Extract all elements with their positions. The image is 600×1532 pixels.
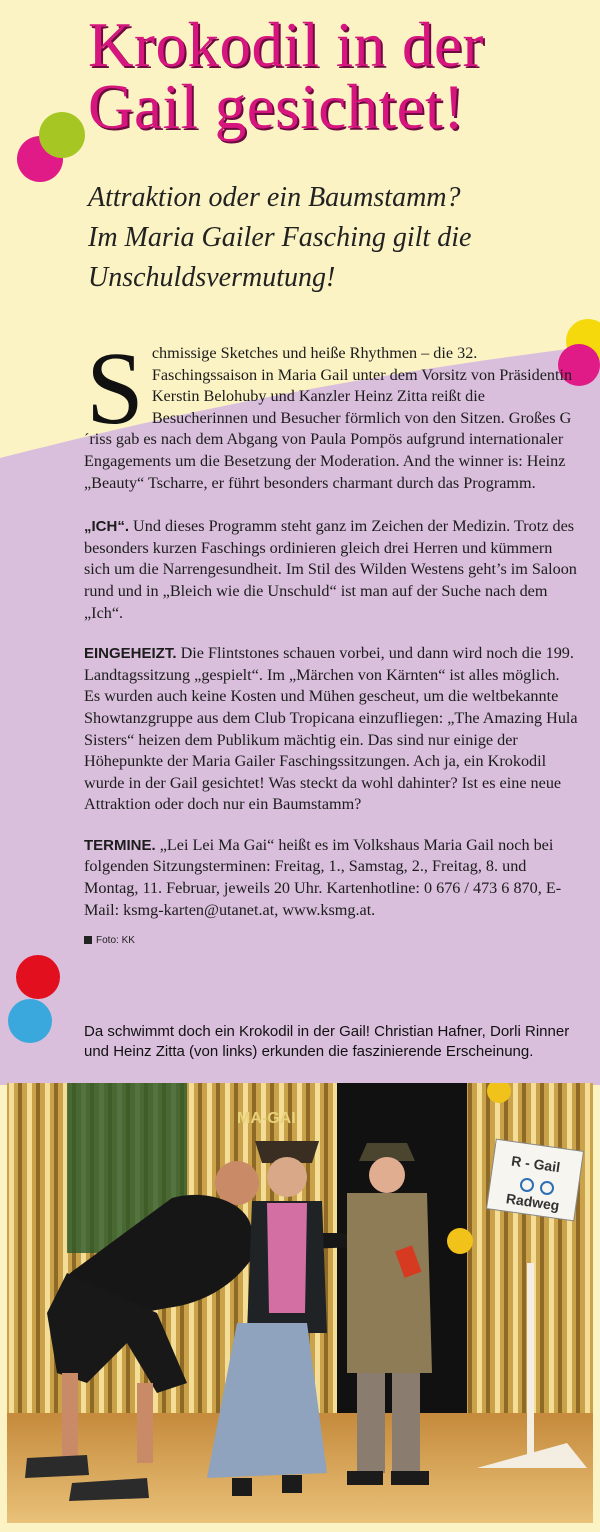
subtitle: [88, 178, 588, 298]
section-termine: [84, 835, 578, 921]
section-ich: [84, 516, 578, 624]
square-bullet-icon: [84, 936, 92, 944]
sign-line1: R - Gail: [510, 1152, 562, 1176]
photo-credit-text: Foto: KK: [96, 935, 135, 947]
subtitle-line: Attraktion oder ein Baumstamm?: [88, 182, 461, 213]
subtitle-line: Im Maria Gailer Fasching gilt die: [88, 222, 472, 253]
sign-post: [527, 1263, 534, 1463]
headline: Krokodil in der Gail gesichtet!: [88, 10, 484, 142]
photo-caption: Da schwimmt doch ein Krokodil in der Gail! Christian Hafner, Dorli Rinner und Heinz Zitta (von links) erkunden die faszinierende Erscheinung.: [84, 1023, 570, 1060]
red-dot-left: [16, 955, 60, 999]
section-text: Und dieses Programm steht ganz im Zeichen der Medizin. Trotz des besonders kurzen Faschings ordinieren gleich drei Herren und kümmern sich um die Narrengesundheit. Im Stil des Wilden Westens geht’s im Saloon rund und in „Bleich wie die Unschuld“ ist man auf der Suche nach dem „Ich“.: [84, 517, 577, 622]
intro-paragraph: [84, 331, 578, 494]
subtitle-line: Unschuldsvermutung!: [88, 262, 336, 293]
section-lead: TERMINE.: [84, 836, 156, 854]
drop-cap: S: [86, 331, 144, 446]
flower-decoration: [447, 1228, 473, 1254]
stage-photo: [7, 1083, 593, 1523]
sign-line2: Radweg: [505, 1190, 561, 1214]
section-lead: EINGEHEIZT.: [84, 645, 177, 663]
section-text: „Lei Lei Ma Gai“ heißt es im Volkshaus Maria Gail noch bei folgenden Sitzungsterminen: Freitag, 1., Samstag, 2., Freitag, 8. und Montag, 11. Februar, jeweils 20 Uhr. Kartenhotline: 0 676 / 473 6 870, E-Mail: ksmg-karten@utanet.at, www.ksmg.at.: [84, 835, 562, 919]
section-eingeheizt: [84, 643, 578, 816]
lime-dot-top-left: [39, 112, 85, 158]
photo-credit: [84, 930, 578, 952]
backdrop-text: MA-GAI: [237, 1110, 296, 1127]
section-text: Die Flintstones schauen vorbei, und dann wird noch die 199. Landtagssitzung „gespielt“. Im „Märchen von Kärnten“ ist alles möglich. Es wurden auch keine Kosten und Mühen gescheut, um die weltbekannte Showtanzgruppe aus dem Club Tropicana einzufliegen: „The Amazing Hula Sisters“ heizen dem Publikum mächtig ein. Das sind nur einige der Höhepunkte der Maria Gailer Faschingssitzungen. Ach ja, ein Krokodil wurde in der Gail gesichtet! Was steckt da wohl dahinter? Ist es eine neue Attraktion oder doch nur ein Baumstamm?: [84, 644, 578, 814]
article-body: [84, 331, 578, 952]
section-lead: „ICH“.: [84, 518, 129, 536]
blue-dot-left: [8, 999, 52, 1043]
intro-text: chmissige Sketches und heiße Rhythmen – die 32. Faschingssaison in Maria Gail unter dem Vorsitz von Präsidentin Kerstin Belohuby und Kanzler Heinz Zitta reißt die Besucherinnen und Besucher förmlich von den Sitzen. Großes G´riss gab es nach dem Abgang von Paula Pompös aufgrund internationaler Engagements um die Besetzung der Moderation. And the winner is: Heinz „Beauty“ Tscharre, er führt besonders charmant durch das Programm.: [84, 344, 573, 492]
